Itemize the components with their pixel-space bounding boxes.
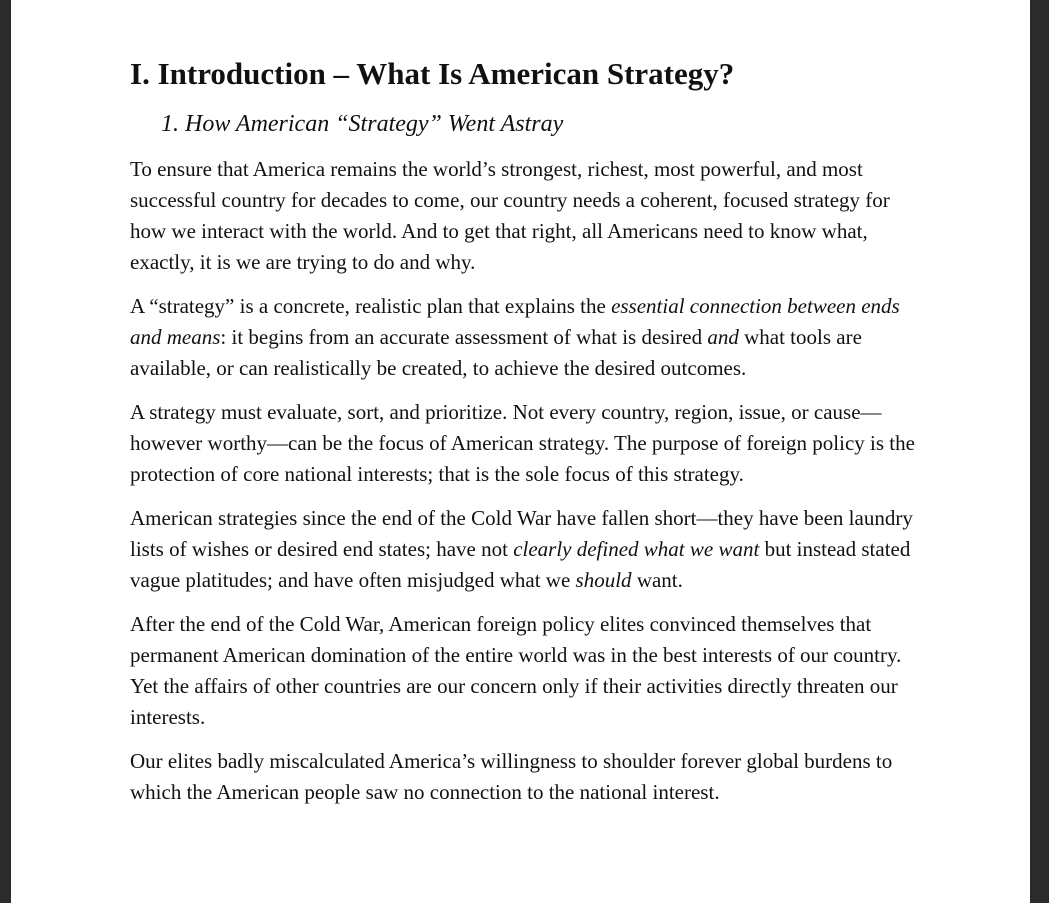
page-content	[130, 55, 920, 808]
paragraph-3: A strategy must evaluate, sort, and prioritize. Not every country, region, issue, or cause—however worthy—can be the focus of American strategy. The purpose of foreign policy is the protection of core national interests; that is the sole focus of this strategy.	[130, 400, 915, 486]
paragraph-5: After the end of the Cold War, American foreign policy elites convinced themselves that permanent American domination of the entire world was in the best interests of our country. Yet the affairs of other countries are our concern only if their activities directly threaten our interests.	[130, 612, 902, 729]
paragraph-2-text-b: : it begins from an accurate assessment of what is desired	[220, 325, 708, 349]
subsection-heading: 1. How American “Strategy” Went Astray	[161, 111, 564, 137]
paragraph-2-emphasis-a: essential connection between ends and means	[130, 294, 900, 349]
paragraph-1: To ensure that America remains the world’s strongest, richest, most powerful, and most successful country for decades to come, our country needs a coherent, focused strategy for how we interact with the world. And to get that right, all Americans need to know what, exactly, it is we are trying to do and why.	[130, 157, 890, 274]
paragraph-4-text-b: but instead stated vague platitudes; and have often misjudged what we	[130, 537, 911, 592]
paragraph-4	[130, 503, 920, 596]
paragraph-4-emphasis-a: clearly defined what we want	[513, 537, 760, 561]
paragraph-2-text-a: A “strategy” is a concrete, realistic plan that explains the	[130, 294, 612, 318]
document-page[interactable]	[11, 0, 1030, 903]
section-heading: I. Introduction – What Is American Strategy?	[130, 56, 735, 91]
paragraph-2	[130, 291, 920, 384]
paragraph-4-emphasis-b: should	[575, 568, 632, 592]
paragraph-6: Our elites badly miscalculated America’s willingness to shoulder forever global burdens to which the American people saw no connection to the national interest.	[130, 749, 893, 804]
paragraph-4-text-a: American strategies since the end of the Cold War have fallen short—they have been laundry lists of wishes or desired end states; have not	[130, 506, 913, 561]
paragraph-2-text-c: what tools are available, or can realistically be created, to achieve the desired outcomes.	[130, 325, 862, 380]
paragraph-2-emphasis-b: and	[707, 325, 739, 349]
paragraph-4-text-c: want.	[631, 568, 683, 592]
